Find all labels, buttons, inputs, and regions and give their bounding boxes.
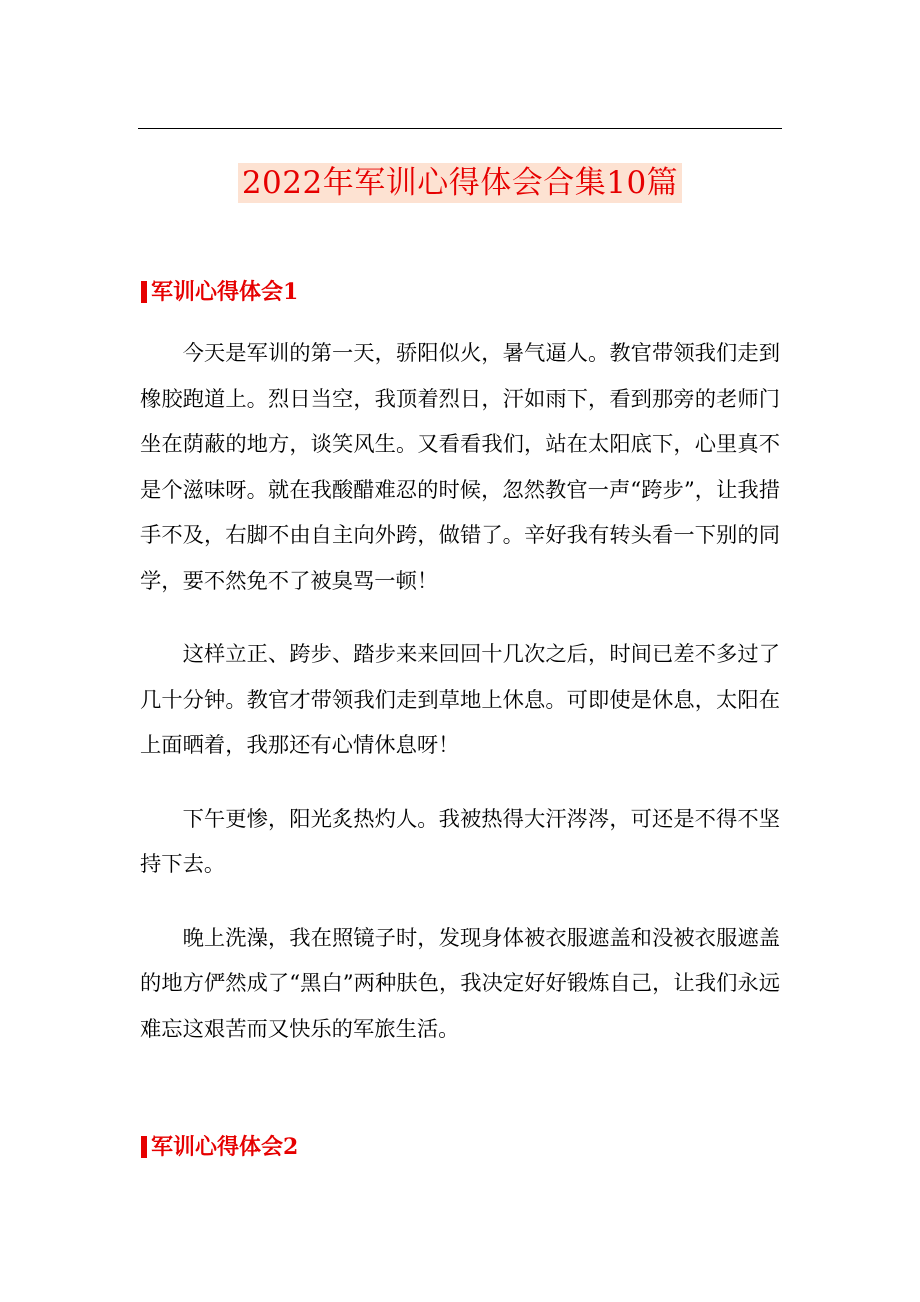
section-heading-1 xyxy=(141,277,298,307)
paragraph: 这样立正、跨步、踏步来来回回十几次之后，时间已差不多过了几十分钟。教官才带领我们走到草地上休息。可即使是休息，太阳在上面晒着，我那还有心情休息呀！ xyxy=(140,642,780,758)
section-heading-text: 军训心得体会1 xyxy=(151,279,299,305)
section-heading-text: 军训心得体会2 xyxy=(151,1134,299,1160)
top-divider xyxy=(138,128,782,129)
document-title xyxy=(0,160,920,206)
heading-marker-icon xyxy=(141,1136,147,1158)
paragraph: 下午更惨，阳光炙热灼人。我被热得大汗涔涔，可还是不得不坚持下去。 xyxy=(140,806,780,877)
paragraph: 晚上洗澡，我在照镜子时，发现身体被衣服遮盖和没被衣服遮盖的地方俨然成了“黑白”两种肤色，我决定好好锻炼自己，让我们永远难忘这艰苦而又快乐的军旅生活。 xyxy=(140,925,780,1042)
heading-marker-icon xyxy=(141,281,147,303)
section-heading-2 xyxy=(141,1132,298,1162)
section-body-1 xyxy=(140,331,780,1080)
document-title-text: 2022年军训心得体会合集10篇 xyxy=(238,163,682,203)
paragraph: 今天是军训的第一天，骄阳似火，暑气逼人。教官带领我们走到橡胶跑道上。烈日当空，我顶着烈日，汗如雨下，看到那旁的老师门坐在荫蔽的地方，谈笑风生。又看看我们，站在太阳底下，心里真不是个滋味呀。就在我酸醋难忍的时候，忽然教官一声“跨步”，让我措手不及，右脚不由自主向外跨，做错了。辛好我有转头看一下别的同学，要不然免不了被臭骂一顿！ xyxy=(140,341,780,594)
